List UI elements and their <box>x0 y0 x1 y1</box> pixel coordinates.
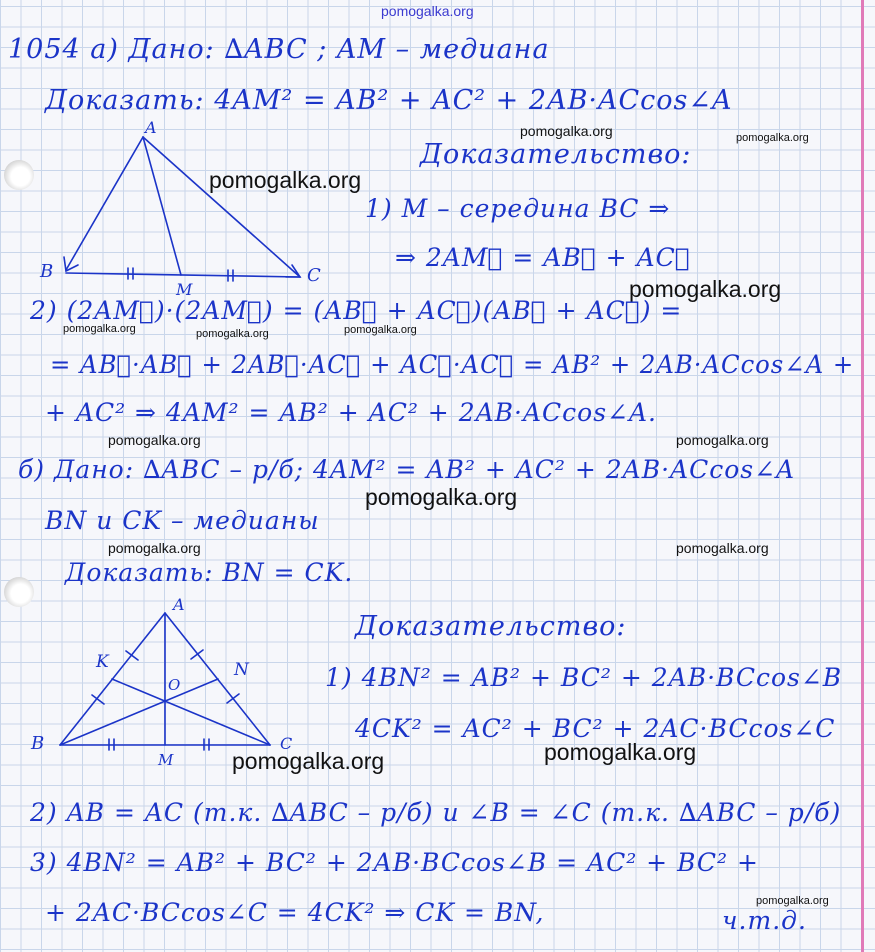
side-ac <box>143 137 300 277</box>
vertex-b-label: B <box>31 733 45 754</box>
watermark: pomogalka.org <box>629 276 782 302</box>
watermark: pomogalka.org <box>676 540 769 556</box>
part-a-step2-line3: + AC² ⇒ 4AM² = AB² + AC² + 2AB·ACcos∠A. <box>45 398 657 427</box>
watermark: pomogalka.org <box>196 328 269 340</box>
point-n-label: N <box>234 660 249 680</box>
part-b-step1-line1: 1) 4BN² = AB² + BC² + 2AB·BCcos∠B <box>325 663 843 692</box>
part-a-given: 1054 а) Дано: ∆ABC ; AM – медиана <box>8 34 550 65</box>
vertex-b-label: B <box>40 261 54 282</box>
margin-line <box>861 0 864 952</box>
triangle-figure-a <box>40 115 340 299</box>
part-b-prove: Доказать: BN = CK. <box>65 558 354 587</box>
median-bn <box>60 679 218 745</box>
part-b-step3-line1: 3) 4BN² = AB² + BC² + 2AB·BCcos∠B = AC² + BC² + <box>30 848 759 877</box>
vertex-a-label: A <box>145 118 157 137</box>
midpoint-m-label: M <box>176 280 193 299</box>
triangle-figure-b <box>30 585 310 769</box>
part-a-step2-line2: = AB⃗·AB⃗ + 2AB⃗·AC⃗ + AC⃗·AC⃗ = AB² + 2AB·ACcos∠A + <box>50 350 855 379</box>
vertex-c-label: C <box>307 265 321 286</box>
part-b-step1-line2: 4CK² = AC² + BC² + 2AC·BCcos∠C <box>355 714 836 743</box>
side-ab <box>66 137 143 270</box>
watermark: pomogalka.org <box>63 323 136 335</box>
watermark: pomogalka.org <box>381 3 474 19</box>
watermark: pomogalka.org <box>520 123 613 139</box>
watermark: pomogalka.org <box>736 132 809 144</box>
watermark: pomogalka.org <box>344 324 417 336</box>
point-m-label: M <box>158 751 174 769</box>
watermark: pomogalka.org <box>365 484 518 510</box>
vertex-a-label: A <box>173 595 185 614</box>
vertex-c-label: C <box>280 734 293 753</box>
binder-hole <box>4 160 34 190</box>
part-a-step1-line2: ⇒ 2AM⃗ = AB⃗ + AC⃗ <box>395 243 691 272</box>
tick-mark <box>227 694 239 703</box>
part-a-proof-title: Доказательство: <box>420 139 692 170</box>
watermark: pomogalka.org <box>676 432 769 448</box>
median-am <box>143 137 181 275</box>
watermark: pomogalka.org <box>108 432 201 448</box>
side-bc <box>66 273 300 277</box>
arrow-head <box>64 257 78 271</box>
qed-label: ч.т.д. <box>722 906 807 935</box>
watermark: pomogalka.org <box>108 540 201 556</box>
part-b-given-line1: б) Дано: ∆ABC – р/б; 4AM² = AB² + AC² + 2AB·ACcos∠A <box>18 455 796 484</box>
part-b-proof-title: Доказательство: <box>355 611 627 642</box>
watermark: pomogalka.org <box>544 739 697 765</box>
part-b-given-line2: BN и CK – медианы <box>45 506 320 535</box>
part-b-step3-line2: + 2AC·BCcos∠C = 4CK² ⇒ CK = BN, <box>45 898 545 927</box>
part-b-step2: 2) AB = AC (т.к. ∆ABC – р/б) и ∠B = ∠C (т.к. ∆ABC – р/б) <box>30 798 842 827</box>
part-a-step2-line1: 2) (2AM⃗)·(2AM⃗) = (AB⃗ + AC⃗)(AB⃗ + AC⃗) = <box>30 296 683 325</box>
watermark: pomogalka.org <box>232 748 385 774</box>
watermark: pomogalka.org <box>756 895 829 907</box>
part-a-step1-line1: 1) M – середина BC ⇒ <box>365 194 671 223</box>
median-ck <box>112 679 270 745</box>
point-k-label: K <box>96 652 109 672</box>
point-o-label: O <box>168 676 181 694</box>
watermark: pomogalka.org <box>209 167 362 193</box>
part-a-prove: Доказать: 4AM² = AB² + AC² + 2AB·ACcos∠A <box>45 85 733 116</box>
